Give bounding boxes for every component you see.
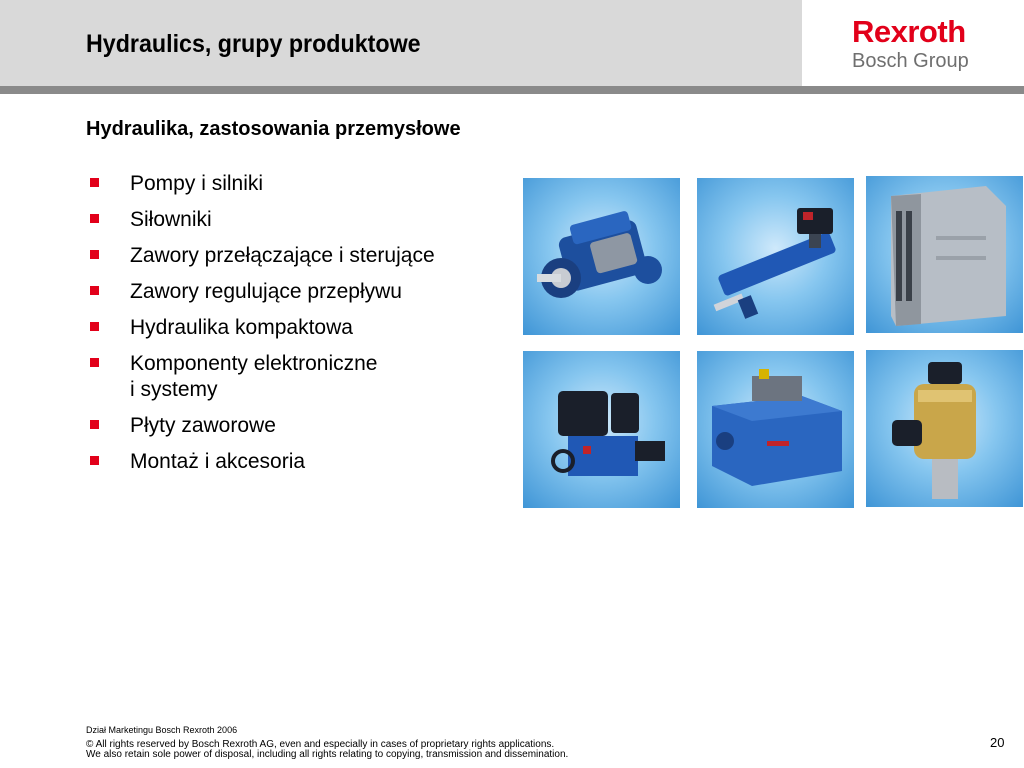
copyright-line: © All rights reserved by Bosch Rexroth AG, even and especially in cases of proprietary rights applications.: [86, 739, 555, 750]
electronic-rack-icon: [866, 176, 1023, 333]
compact-unit-photo: [697, 351, 854, 508]
header-bar: [0, 0, 802, 86]
logo-brand: Rexroth: [852, 14, 966, 49]
electronics-photo: [866, 176, 1023, 333]
compact-power-unit-icon: [697, 351, 854, 508]
rexroth-logo: [802, 0, 1024, 86]
pump-photo: [523, 178, 680, 335]
list-item-label: Hydraulika kompaktowa: [130, 316, 353, 339]
list-item-label: Montaż i akcesoria: [130, 450, 306, 473]
solenoid-photo: [866, 350, 1023, 507]
page-title: Hydraulics, grupy produktowe: [86, 30, 421, 58]
list-item-label: Komponenty elektroniczne: [130, 352, 378, 375]
header-divider: [0, 86, 1024, 94]
footer-department: Dział Marketingu Bosch Rexroth 2006: [86, 725, 238, 735]
list-item-label-continuation: i systemy: [130, 378, 218, 401]
copyright-line: We also retain sole power of disposal, including all rights relating to copying, transmission and dissemination.: [86, 749, 569, 760]
bullet-square-icon: [90, 456, 99, 465]
valve-stack-icon: [523, 351, 680, 508]
bullet-square-icon: [90, 322, 99, 331]
list-item: [86, 207, 506, 233]
product-list: [86, 171, 506, 485]
footer-copyright: [86, 740, 568, 760]
valve-photo: [523, 351, 680, 508]
list-item-label: Siłowniki: [130, 208, 212, 231]
bullet-square-icon: [90, 286, 99, 295]
list-item: [86, 315, 506, 341]
bullet-square-icon: [90, 214, 99, 223]
hydraulic-cylinder-icon: [697, 178, 854, 335]
bullet-square-icon: [90, 250, 99, 259]
list-item: [86, 171, 506, 197]
bullet-square-icon: [90, 420, 99, 429]
cylinder-photo: [697, 178, 854, 335]
list-item-label: Zawory regulujące przepływu: [130, 280, 402, 303]
list-item: [86, 351, 506, 403]
logo-subtitle: Bosch Group: [852, 50, 969, 72]
bullet-square-icon: [90, 178, 99, 187]
list-item-label: Pompy i silniki: [130, 172, 264, 195]
bullet-square-icon: [90, 358, 99, 367]
section-subtitle: Hydraulika, zastosowania przemysłowe: [86, 118, 461, 140]
hydraulic-pump-icon: [523, 178, 680, 335]
list-item-label: Płyty zaworowe: [130, 414, 276, 437]
page-number: 20: [990, 735, 1005, 750]
solenoid-valve-icon: [866, 350, 1023, 507]
list-item: [86, 413, 506, 439]
list-item: [86, 243, 506, 269]
list-item: [86, 449, 506, 475]
list-item-label: Zawory przełączające i sterujące: [130, 244, 435, 267]
list-item: [86, 279, 506, 305]
